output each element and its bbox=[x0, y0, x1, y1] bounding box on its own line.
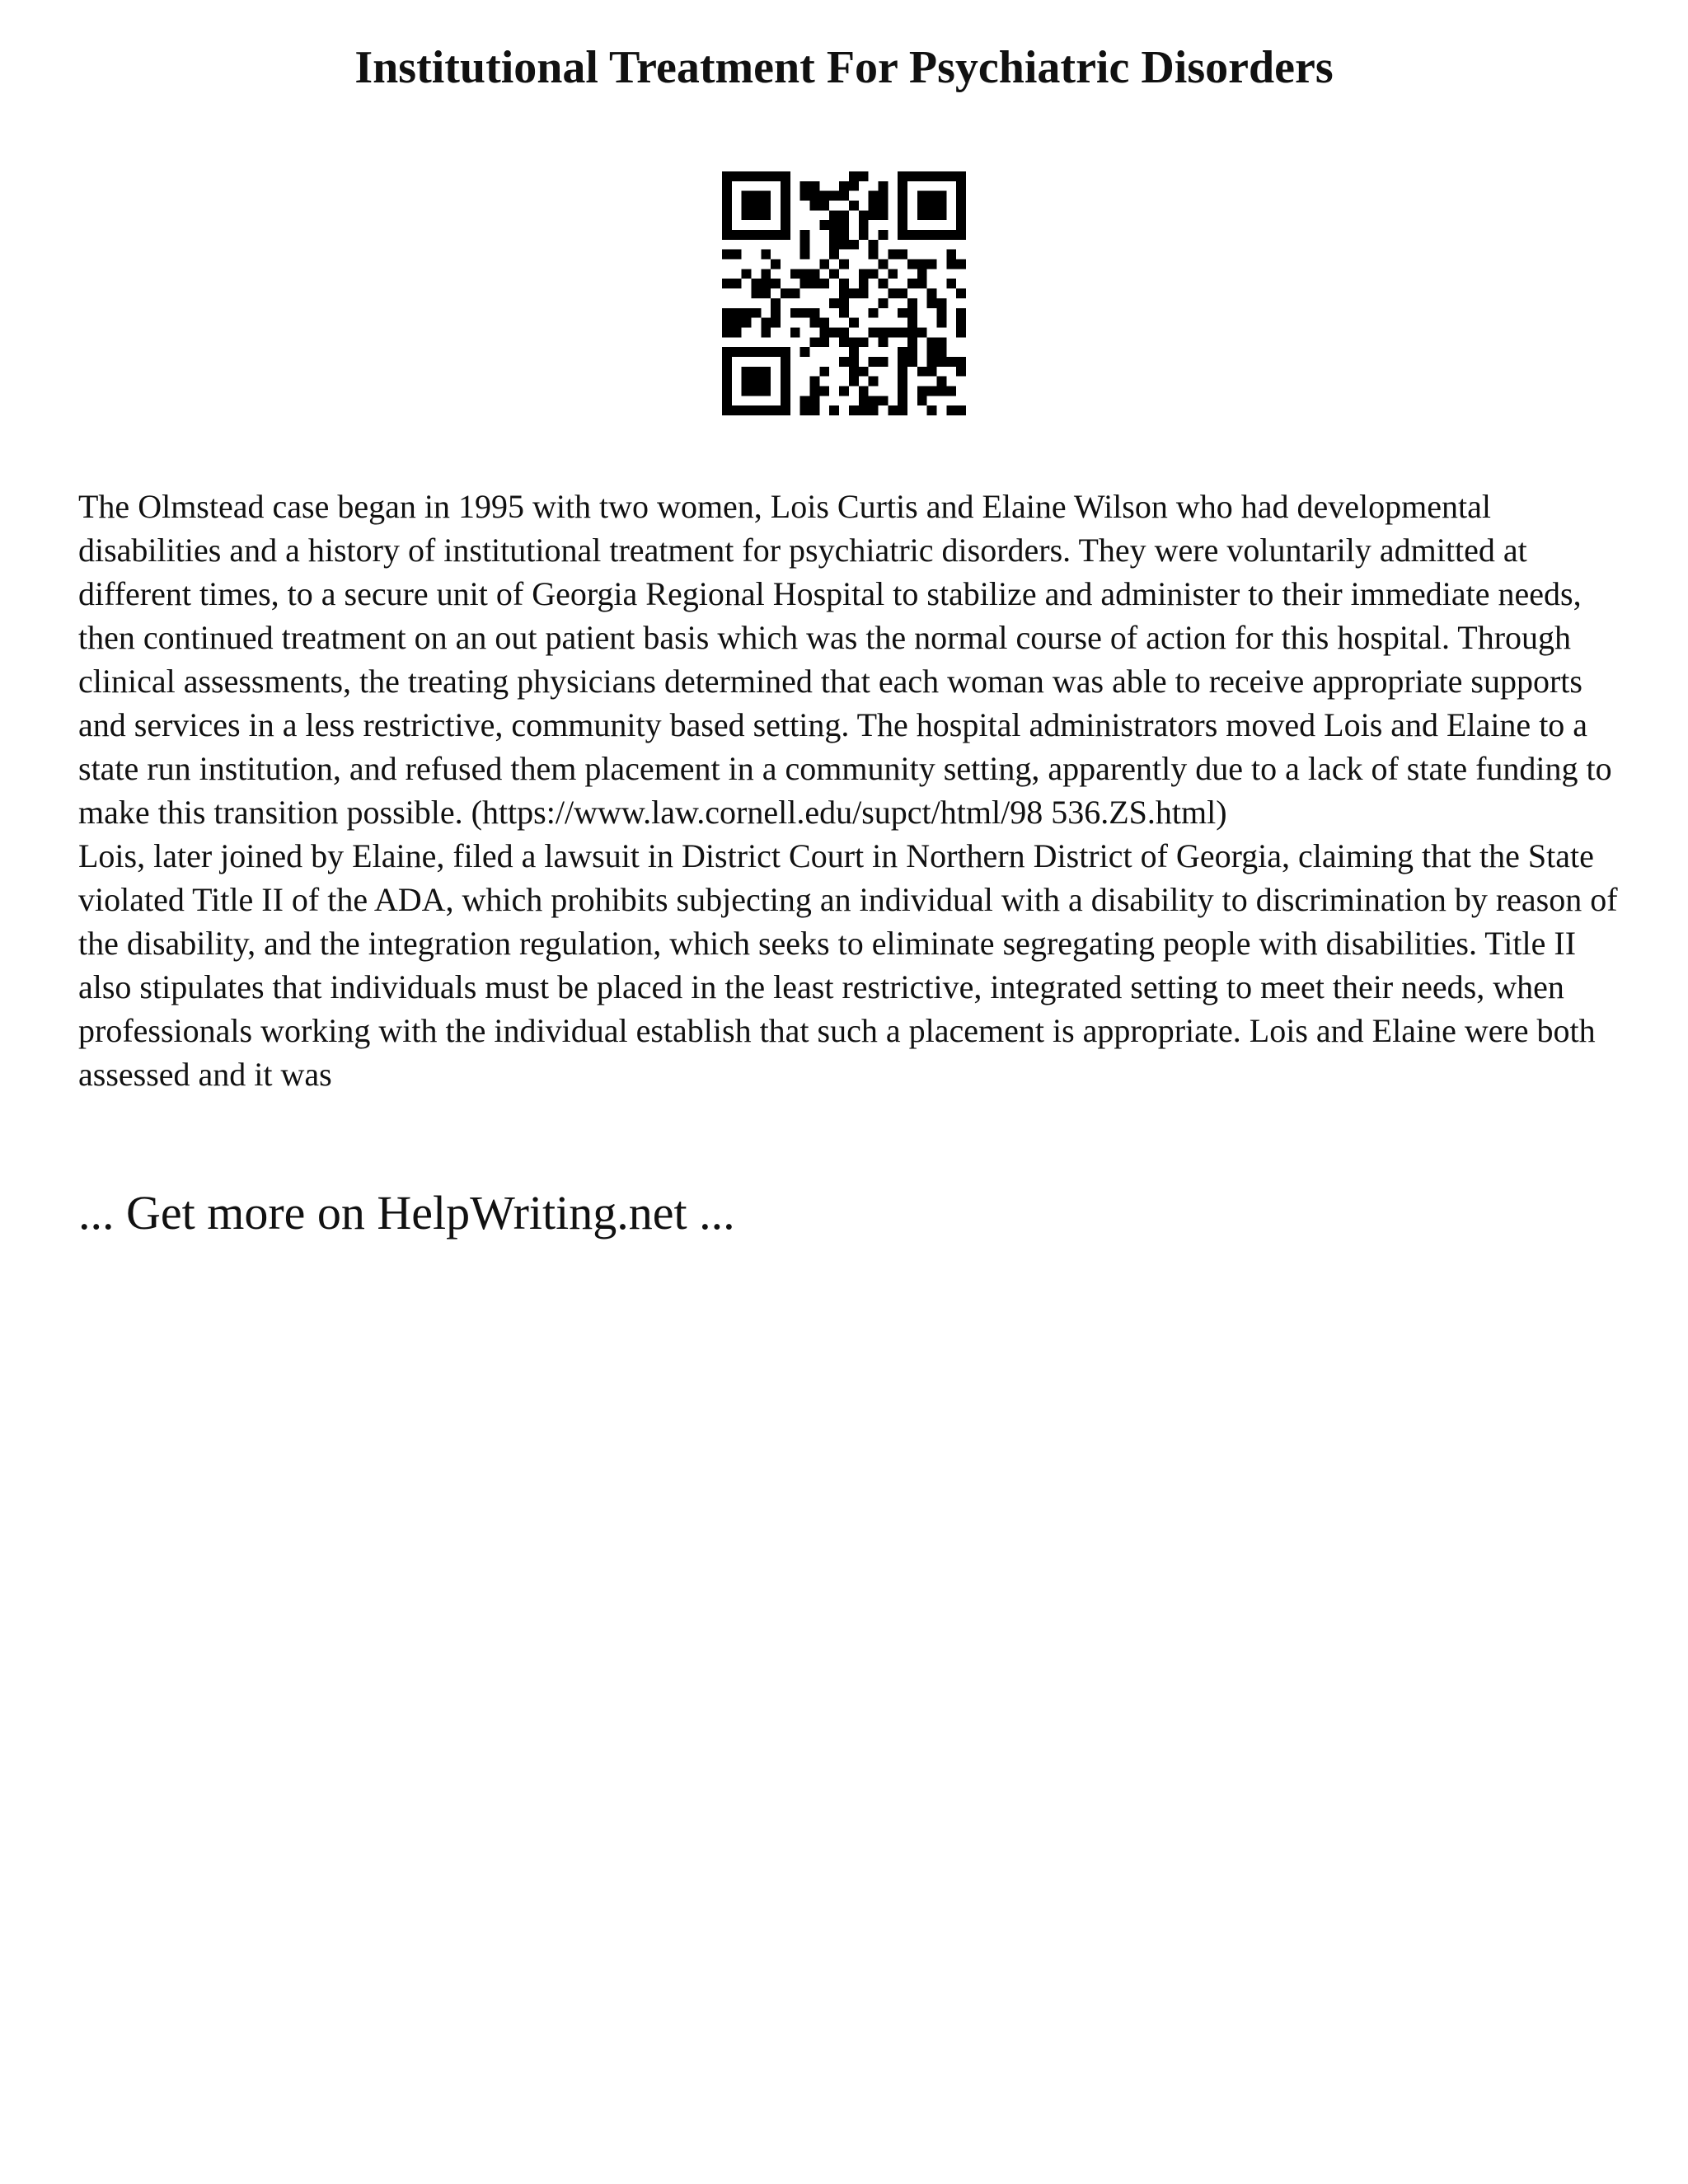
paragraph: The Olmstead case began in 1995 with two women, Lois Curtis and Elaine Wilson who had developmental disabilities and a history of institutional treatment for psychiatric disorders. They were voluntarily admitted at different times, to a secure unit of Georgia Regional Hospital to stabilize and administer to their immediate needs, then continued treatment on an out patient basis which was the normal course of action for this hospital. Through clinical assessments, the treating physicians determined that each woman was able to receive appropriate supports and services in a less restrictive, community based setting. The hospital administrators moved Lois and Elaine to a state run institution, and refused them placement in a community setting, apparently due to a lack of state funding to make this transition possible. (https://www.law.cornell.edu/supct/html/98 536.ZS.html) bbox=[78, 488, 1612, 831]
document-body bbox=[78, 485, 1628, 1096]
document-title: Institutional Treatment For Psychiatric Disorders bbox=[354, 42, 1334, 93]
get-more-link[interactable]: ... Get more on HelpWriting.net ... bbox=[78, 1186, 735, 1240]
qr-code-icon bbox=[722, 171, 966, 415]
paragraph: Lois, later joined by Elaine, filed a lawsuit in District Court in Northern District of Georgia, claiming that the State violated Title II of the ADA, which prohibits subjecting an individual with a disability to discrimination by reason of the disability, and the integration regulation, which seeks to eliminate segregating people with disabilities. Title II also stipulates that individuals must be placed in the least restrictive, integrated setting to meet their needs, when professionals working with the individual establish that such a placement is appropriate. Lois and Elaine were both assessed and it was bbox=[78, 837, 1618, 1093]
